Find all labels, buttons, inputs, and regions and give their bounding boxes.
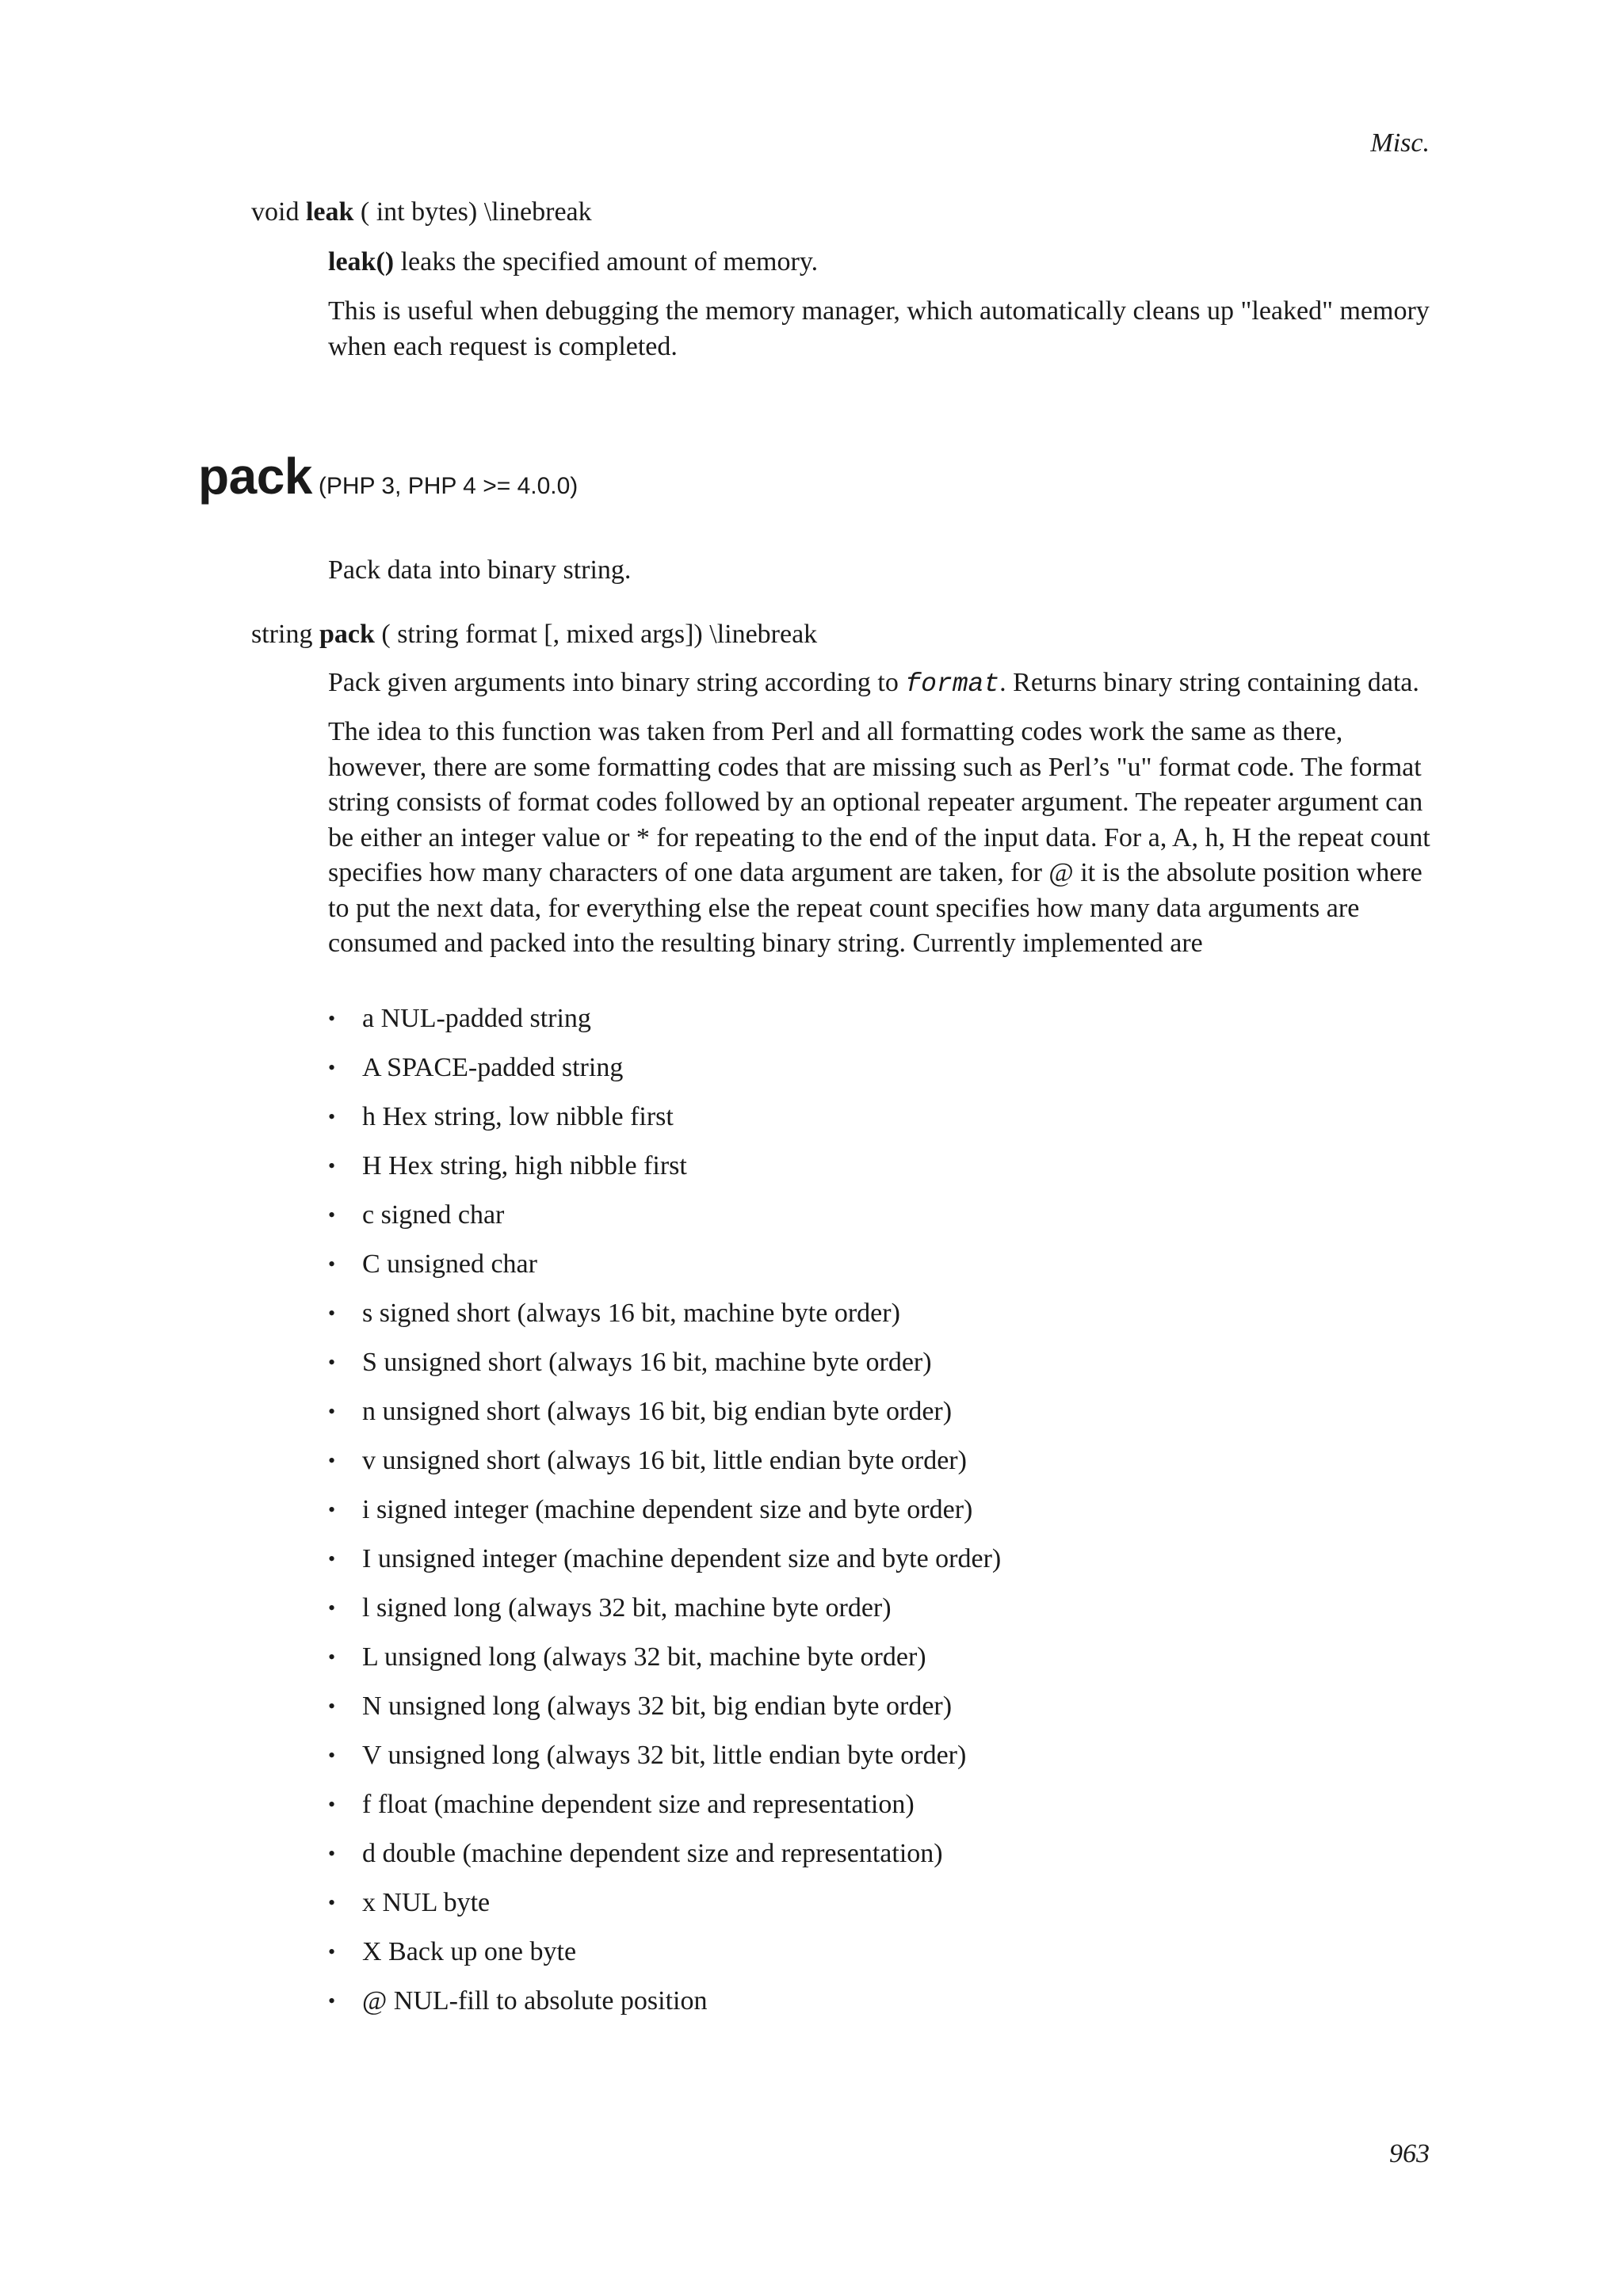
pack-return-type: string (251, 620, 313, 649)
bullet-icon: • (328, 1596, 336, 1619)
bullet-icon: • (328, 1351, 336, 1374)
format-code-text: s signed short (always 16 bit, machine byte order) (362, 1299, 900, 1328)
format-code-item (328, 1051, 1001, 1100)
bullet-icon: • (328, 1302, 336, 1325)
leak-function-name: leak (305, 197, 354, 227)
bullet-icon: • (328, 1203, 336, 1226)
format-code-item (328, 1345, 1001, 1394)
format-code-text: A SPACE-padded string (362, 1053, 624, 1082)
leak-params: ( int bytes) \linebreak (360, 197, 592, 227)
format-code-item (328, 1886, 1001, 1935)
pack-description (328, 666, 1438, 703)
bullet-icon: • (328, 1891, 336, 1914)
pack-synopsis (251, 617, 817, 652)
format-code-text: l signed long (always 32 bit, machine byte order) (362, 1593, 892, 1623)
bullet-icon: • (328, 1547, 336, 1570)
bullet-icon: • (328, 1105, 336, 1128)
format-code-text: S unsigned short (always 16 bit, machine byte order) (362, 1348, 932, 1377)
leak-desc-text: leaks the specified amount of memory. (394, 247, 819, 277)
bullet-icon: • (328, 1842, 336, 1865)
bullet-icon: • (328, 1646, 336, 1669)
leak-synopsis (251, 195, 592, 230)
format-code-item (328, 1787, 1001, 1836)
pack-details: The idea to this function was taken from Perl and all formatting codes work the same as there, however, there are some formatting codes that are missing such as Perl’s "u" format code. The format string consists of format codes followed by an optional repeater argument. The repeater argument can be either an integer value or * for repeating to the end of the input data. For a, A, h, H the repeat count specifies how many characters of one data argument are taken, for @ it is the absolute position where to put the next data, for everything else the repeat count specifies how many data arguments are consumed and packed into the resulting binary string. Currently implemented are (328, 717, 1430, 958)
leak-note: This is useful when debugging the memory manager, which automatically cleans up "leaked" memory when each request is completed. (328, 296, 1430, 361)
format-code-text: f float (machine dependent size and representation) (362, 1790, 915, 1819)
format-code-item (328, 1100, 1001, 1149)
pack-function-name: pack (319, 620, 375, 649)
pack-heading (198, 447, 578, 505)
bullet-icon: • (328, 1154, 336, 1177)
bullet-icon: • (328, 1253, 336, 1276)
format-code-item (328, 1444, 1001, 1493)
format-code-item (328, 1198, 1001, 1247)
format-code-item (328, 1689, 1001, 1738)
running-header: Misc. (1370, 128, 1430, 158)
pack-params: ( string format [, mixed args]) \linebreak (381, 620, 818, 649)
format-code-item (328, 1247, 1001, 1296)
format-code-item (328, 1542, 1001, 1591)
bullet-icon: • (328, 1007, 336, 1030)
format-code-text: x NUL byte (362, 1888, 491, 1917)
pack-desc-pre: Pack given arguments into binary string according to (328, 668, 906, 697)
format-code-item (328, 1935, 1001, 1984)
format-code-text: C unsigned char (362, 1249, 537, 1279)
format-codes-list (328, 1001, 1001, 2033)
bullet-icon: • (328, 1695, 336, 1718)
pack-purpose: Pack data into binary string. (328, 555, 632, 585)
pack-heading-name: pack (198, 448, 312, 505)
format-code-text: n unsigned short (always 16 bit, big endian byte order) (362, 1397, 953, 1426)
format-code-text: @ NUL-fill to absolute position (362, 1986, 708, 2016)
pack-desc-format-param: format (905, 669, 1000, 699)
format-code-item (328, 1640, 1001, 1689)
format-code-item (328, 1296, 1001, 1345)
bullet-icon: • (328, 1940, 336, 1963)
format-code-text: L unsigned long (always 32 bit, machine byte order) (362, 1642, 926, 1672)
bullet-icon: • (328, 1449, 336, 1472)
format-code-text: d double (machine dependent size and representation) (362, 1839, 943, 1868)
format-code-text: i signed integer (machine dependent size and byte order) (362, 1495, 973, 1524)
format-code-text: c signed char (362, 1200, 505, 1230)
format-code-text: h Hex string, low nibble first (362, 1102, 674, 1131)
page-number: 963 (1389, 2139, 1430, 2168)
format-code-item (328, 1984, 1001, 2033)
pack-desc-post: . Returns binary string containing data. (999, 668, 1419, 697)
format-code-text: H Hex string, high nibble first (362, 1151, 687, 1180)
format-code-text: N unsigned long (always 32 bit, big endian byte order) (362, 1691, 953, 1721)
bullet-icon: • (328, 1793, 336, 1816)
leak-return-type: void (251, 197, 300, 227)
bullet-icon: • (328, 1744, 336, 1767)
format-code-item (328, 1591, 1001, 1640)
format-code-item (328, 1394, 1001, 1444)
bullet-icon: • (328, 1989, 336, 2012)
pack-heading-version: (PHP 3, PHP 4 >= 4.0.0) (318, 473, 579, 499)
format-code-text: X Back up one byte (362, 1937, 577, 1966)
leak-description (328, 245, 1438, 280)
format-code-text: a NUL-padded string (362, 1004, 591, 1033)
format-code-text: I unsigned integer (machine dependent size and byte order) (362, 1544, 1002, 1573)
bullet-icon: • (328, 1056, 336, 1079)
format-code-text: v unsigned short (always 16 bit, little endian byte order) (362, 1446, 967, 1475)
format-code-item (328, 1493, 1001, 1542)
format-code-item (328, 1001, 1001, 1051)
bullet-icon: • (328, 1400, 336, 1423)
format-code-item (328, 1149, 1001, 1198)
format-code-item (328, 1836, 1001, 1886)
bullet-icon: • (328, 1498, 336, 1521)
leak-desc-function-ref: leak() (328, 247, 395, 277)
format-code-item (328, 1738, 1001, 1787)
format-code-text: V unsigned long (always 32 bit, little endian byte order) (362, 1741, 967, 1770)
